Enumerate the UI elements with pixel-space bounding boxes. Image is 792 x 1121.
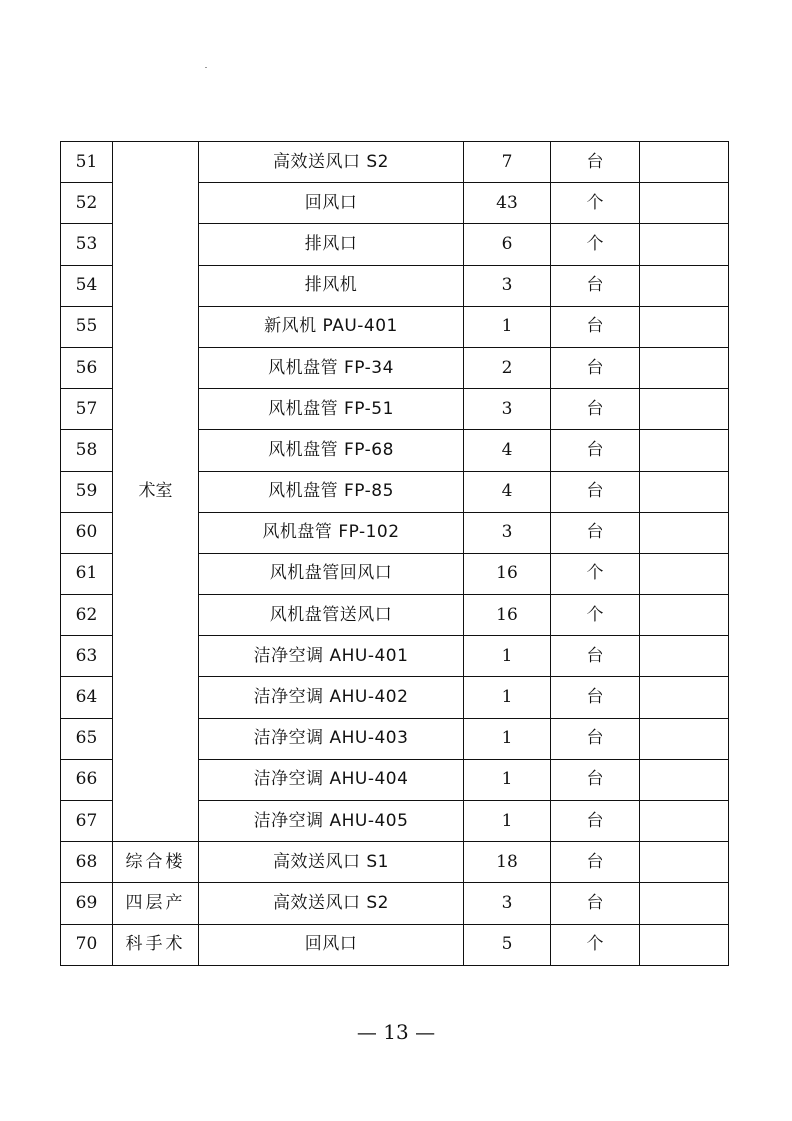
item-remark: [640, 142, 729, 183]
item-quantity: 1: [464, 718, 551, 759]
row-number: 56: [61, 347, 113, 388]
item-name: 风机盘管送风口: [199, 595, 464, 636]
item-unit: 个: [551, 595, 640, 636]
item-remark: [640, 512, 729, 553]
row-number: 64: [61, 677, 113, 718]
item-name: 风机盘管 FP-85: [199, 471, 464, 512]
item-name: 洁净空调 AHU-403: [199, 718, 464, 759]
row-number: 54: [61, 265, 113, 306]
item-unit: 台: [551, 801, 640, 842]
row-number: 68: [61, 842, 113, 883]
item-unit: 台: [551, 306, 640, 347]
row-number: 60: [61, 512, 113, 553]
item-unit: 台: [551, 512, 640, 553]
item-remark: [640, 883, 729, 924]
item-remark: [640, 347, 729, 388]
item-unit: 台: [551, 718, 640, 759]
item-name: 洁净空调 AHU-405: [199, 801, 464, 842]
equipment-table: [60, 141, 729, 966]
item-unit: 台: [551, 430, 640, 471]
row-number: 61: [61, 553, 113, 594]
row-number: 69: [61, 883, 113, 924]
item-quantity: 3: [464, 512, 551, 553]
item-name: 新风机 PAU-401: [199, 306, 464, 347]
item-unit: 台: [551, 347, 640, 388]
table-row: [61, 142, 729, 183]
item-unit: 个: [551, 224, 640, 265]
row-number: 57: [61, 389, 113, 430]
area-cell: 术室: [113, 142, 199, 842]
item-quantity: 4: [464, 430, 551, 471]
row-number: 52: [61, 183, 113, 224]
item-quantity: 1: [464, 306, 551, 347]
item-quantity: 43: [464, 183, 551, 224]
item-name: 高效送风口 S2: [199, 142, 464, 183]
item-quantity: 1: [464, 759, 551, 800]
row-number: 53: [61, 224, 113, 265]
item-unit: 台: [551, 389, 640, 430]
item-remark: [640, 306, 729, 347]
item-name: 风机盘管 FP-102: [199, 512, 464, 553]
row-number: 62: [61, 595, 113, 636]
row-number: 55: [61, 306, 113, 347]
item-remark: [640, 636, 729, 677]
item-unit: 个: [551, 924, 640, 965]
row-number: 70: [61, 924, 113, 965]
item-quantity: 3: [464, 883, 551, 924]
item-quantity: 1: [464, 636, 551, 677]
item-name: 回风口: [199, 924, 464, 965]
item-unit: 台: [551, 265, 640, 306]
item-quantity: 16: [464, 595, 551, 636]
item-name: 洁净空调 AHU-404: [199, 759, 464, 800]
item-unit: 台: [551, 677, 640, 718]
item-remark: [640, 677, 729, 718]
area-cell: 综合楼: [113, 842, 199, 883]
item-unit: 台: [551, 142, 640, 183]
item-name: 排风机: [199, 265, 464, 306]
item-remark: [640, 842, 729, 883]
item-name: 高效送风口 S1: [199, 842, 464, 883]
page-number: — 13 —: [356, 1020, 436, 1044]
item-name: 高效送风口 S2: [199, 883, 464, 924]
item-quantity: 5: [464, 924, 551, 965]
item-remark: [640, 553, 729, 594]
item-remark: [640, 471, 729, 512]
item-remark: [640, 924, 729, 965]
item-remark: [640, 389, 729, 430]
item-quantity: 7: [464, 142, 551, 183]
row-number: 58: [61, 430, 113, 471]
item-name: 排风口: [199, 224, 464, 265]
table-row: [61, 924, 729, 965]
item-name: 风机盘管 FP-34: [199, 347, 464, 388]
item-name: 洁净空调 AHU-401: [199, 636, 464, 677]
item-unit: 台: [551, 842, 640, 883]
item-remark: [640, 759, 729, 800]
item-name: 回风口: [199, 183, 464, 224]
item-quantity: 1: [464, 677, 551, 718]
item-remark: [640, 265, 729, 306]
item-unit: 台: [551, 471, 640, 512]
item-quantity: 18: [464, 842, 551, 883]
area-cell: 四层产: [113, 883, 199, 924]
item-name: 洁净空调 AHU-402: [199, 677, 464, 718]
item-quantity: 6: [464, 224, 551, 265]
item-quantity: 16: [464, 553, 551, 594]
table-row: [61, 883, 729, 924]
area-cell: 科手术: [113, 924, 199, 965]
row-number: 65: [61, 718, 113, 759]
table-row: [61, 842, 729, 883]
item-unit: 个: [551, 183, 640, 224]
item-remark: [640, 430, 729, 471]
row-number: 51: [61, 142, 113, 183]
item-remark: [640, 595, 729, 636]
item-quantity: 1: [464, 801, 551, 842]
row-number: 63: [61, 636, 113, 677]
item-name: 风机盘管 FP-51: [199, 389, 464, 430]
item-quantity: 3: [464, 389, 551, 430]
item-unit: 台: [551, 759, 640, 800]
item-remark: [640, 718, 729, 759]
item-remark: [640, 224, 729, 265]
item-remark: [640, 801, 729, 842]
scan-speck: [205, 67, 207, 68]
row-number: 66: [61, 759, 113, 800]
item-name: 风机盘管回风口: [199, 553, 464, 594]
item-unit: 台: [551, 636, 640, 677]
item-unit: 个: [551, 553, 640, 594]
row-number: 67: [61, 801, 113, 842]
item-name: 风机盘管 FP-68: [199, 430, 464, 471]
item-unit: 台: [551, 883, 640, 924]
item-remark: [640, 183, 729, 224]
item-quantity: 4: [464, 471, 551, 512]
row-number: 59: [61, 471, 113, 512]
item-quantity: 2: [464, 347, 551, 388]
item-quantity: 3: [464, 265, 551, 306]
